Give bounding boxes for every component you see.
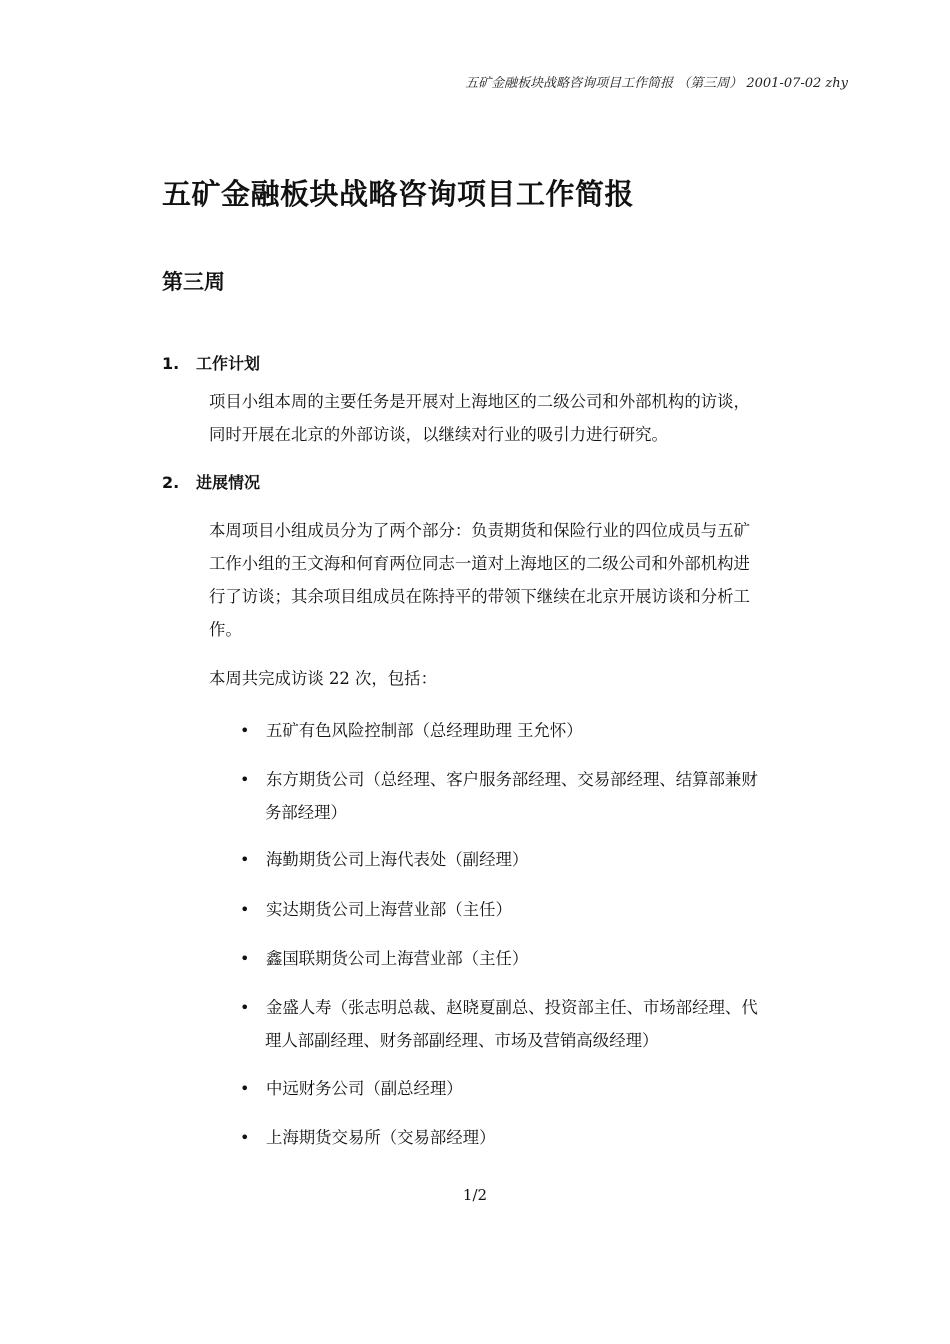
- bullet-icon: •: [240, 721, 250, 740]
- list-item-text: 金盛人寿（张志明总裁、赵晓夏副总、投资部主任、市场部经理、代: [266, 998, 758, 1017]
- paragraph-line: 本周项目小组成员分为了两个部分：负责期货和保险行业的四位成员与五矿: [209, 521, 750, 540]
- list-item: [240, 1072, 860, 1105]
- section-title: 进展情况: [196, 473, 261, 492]
- list-item-text: 海勤期货公司上海代表处（副经理）: [266, 850, 529, 869]
- section-title: 工作计划: [196, 354, 261, 373]
- bullet-icon: •: [240, 949, 250, 968]
- list-item-text: 实达期货公司上海营业部（主任）: [266, 900, 512, 919]
- bullet-icon: •: [240, 998, 250, 1017]
- list-item: [240, 1121, 860, 1154]
- paragraph-line: 工作小组的王文海和何育两位同志一道对上海地区的二级公司和外部机构进: [209, 554, 750, 573]
- section-number: 2.: [162, 473, 180, 492]
- section-heading-work-plan: [162, 351, 260, 374]
- list-item-text: 理人部副经理、财务部副经理、市场及营销高级经理）: [265, 1031, 659, 1050]
- section-heading-progress: [162, 470, 260, 493]
- list-item: [240, 714, 860, 747]
- page-number: 1/2: [462, 1186, 488, 1204]
- list-item: [240, 991, 860, 1057]
- paragraph-line: 作。: [209, 620, 242, 639]
- work-plan-paragraph: [209, 385, 859, 451]
- bullet-icon: •: [240, 770, 250, 789]
- document-title: 五矿金融板块战略咨询项目工作简报: [162, 177, 635, 211]
- bullet-icon: •: [240, 1128, 250, 1147]
- paragraph-line: 本周共完成访谈 22 次，包括：: [209, 669, 437, 688]
- interview-count-paragraph: [209, 662, 859, 695]
- week-label: 第三周: [162, 270, 225, 294]
- running-header: 五矿金融板块战略咨询项目工作简报 （第三周） 2001-07-02 zhy: [465, 76, 848, 91]
- list-item-text: 五矿有色风险控制部（总经理助理 王允怀）: [266, 721, 583, 740]
- list-item-text: 上海期货交易所（交易部经理）: [266, 1128, 496, 1147]
- bullet-icon: •: [240, 1079, 250, 1098]
- list-item-text: 中远财务公司（副总经理）: [266, 1079, 463, 1098]
- bullet-icon: •: [240, 900, 250, 919]
- bullet-icon: •: [240, 850, 250, 869]
- list-item-text: 东方期货公司（总经理、客户服务部经理、交易部经理、结算部兼财: [266, 770, 758, 789]
- list-item: [240, 942, 860, 975]
- paragraph-line: 项目小组本周的主要任务是开展对上海地区的二级公司和外部机构的访谈，: [209, 392, 750, 411]
- list-item-text: 务部经理）: [265, 803, 347, 822]
- list-item-text: 鑫国联期货公司上海营业部（主任）: [266, 949, 529, 968]
- list-item: [240, 893, 860, 926]
- progress-paragraph: [209, 514, 859, 646]
- paragraph-line: 同时开展在北京的外部访谈，以继续对行业的吸引力进行研究。: [209, 425, 668, 444]
- list-item: [240, 843, 860, 876]
- list-item: [240, 763, 860, 829]
- paragraph-line: 行了访谈；其余项目组成员在陈持平的带领下继续在北京开展访谈和分析工: [209, 587, 750, 606]
- section-number: 1.: [162, 354, 180, 373]
